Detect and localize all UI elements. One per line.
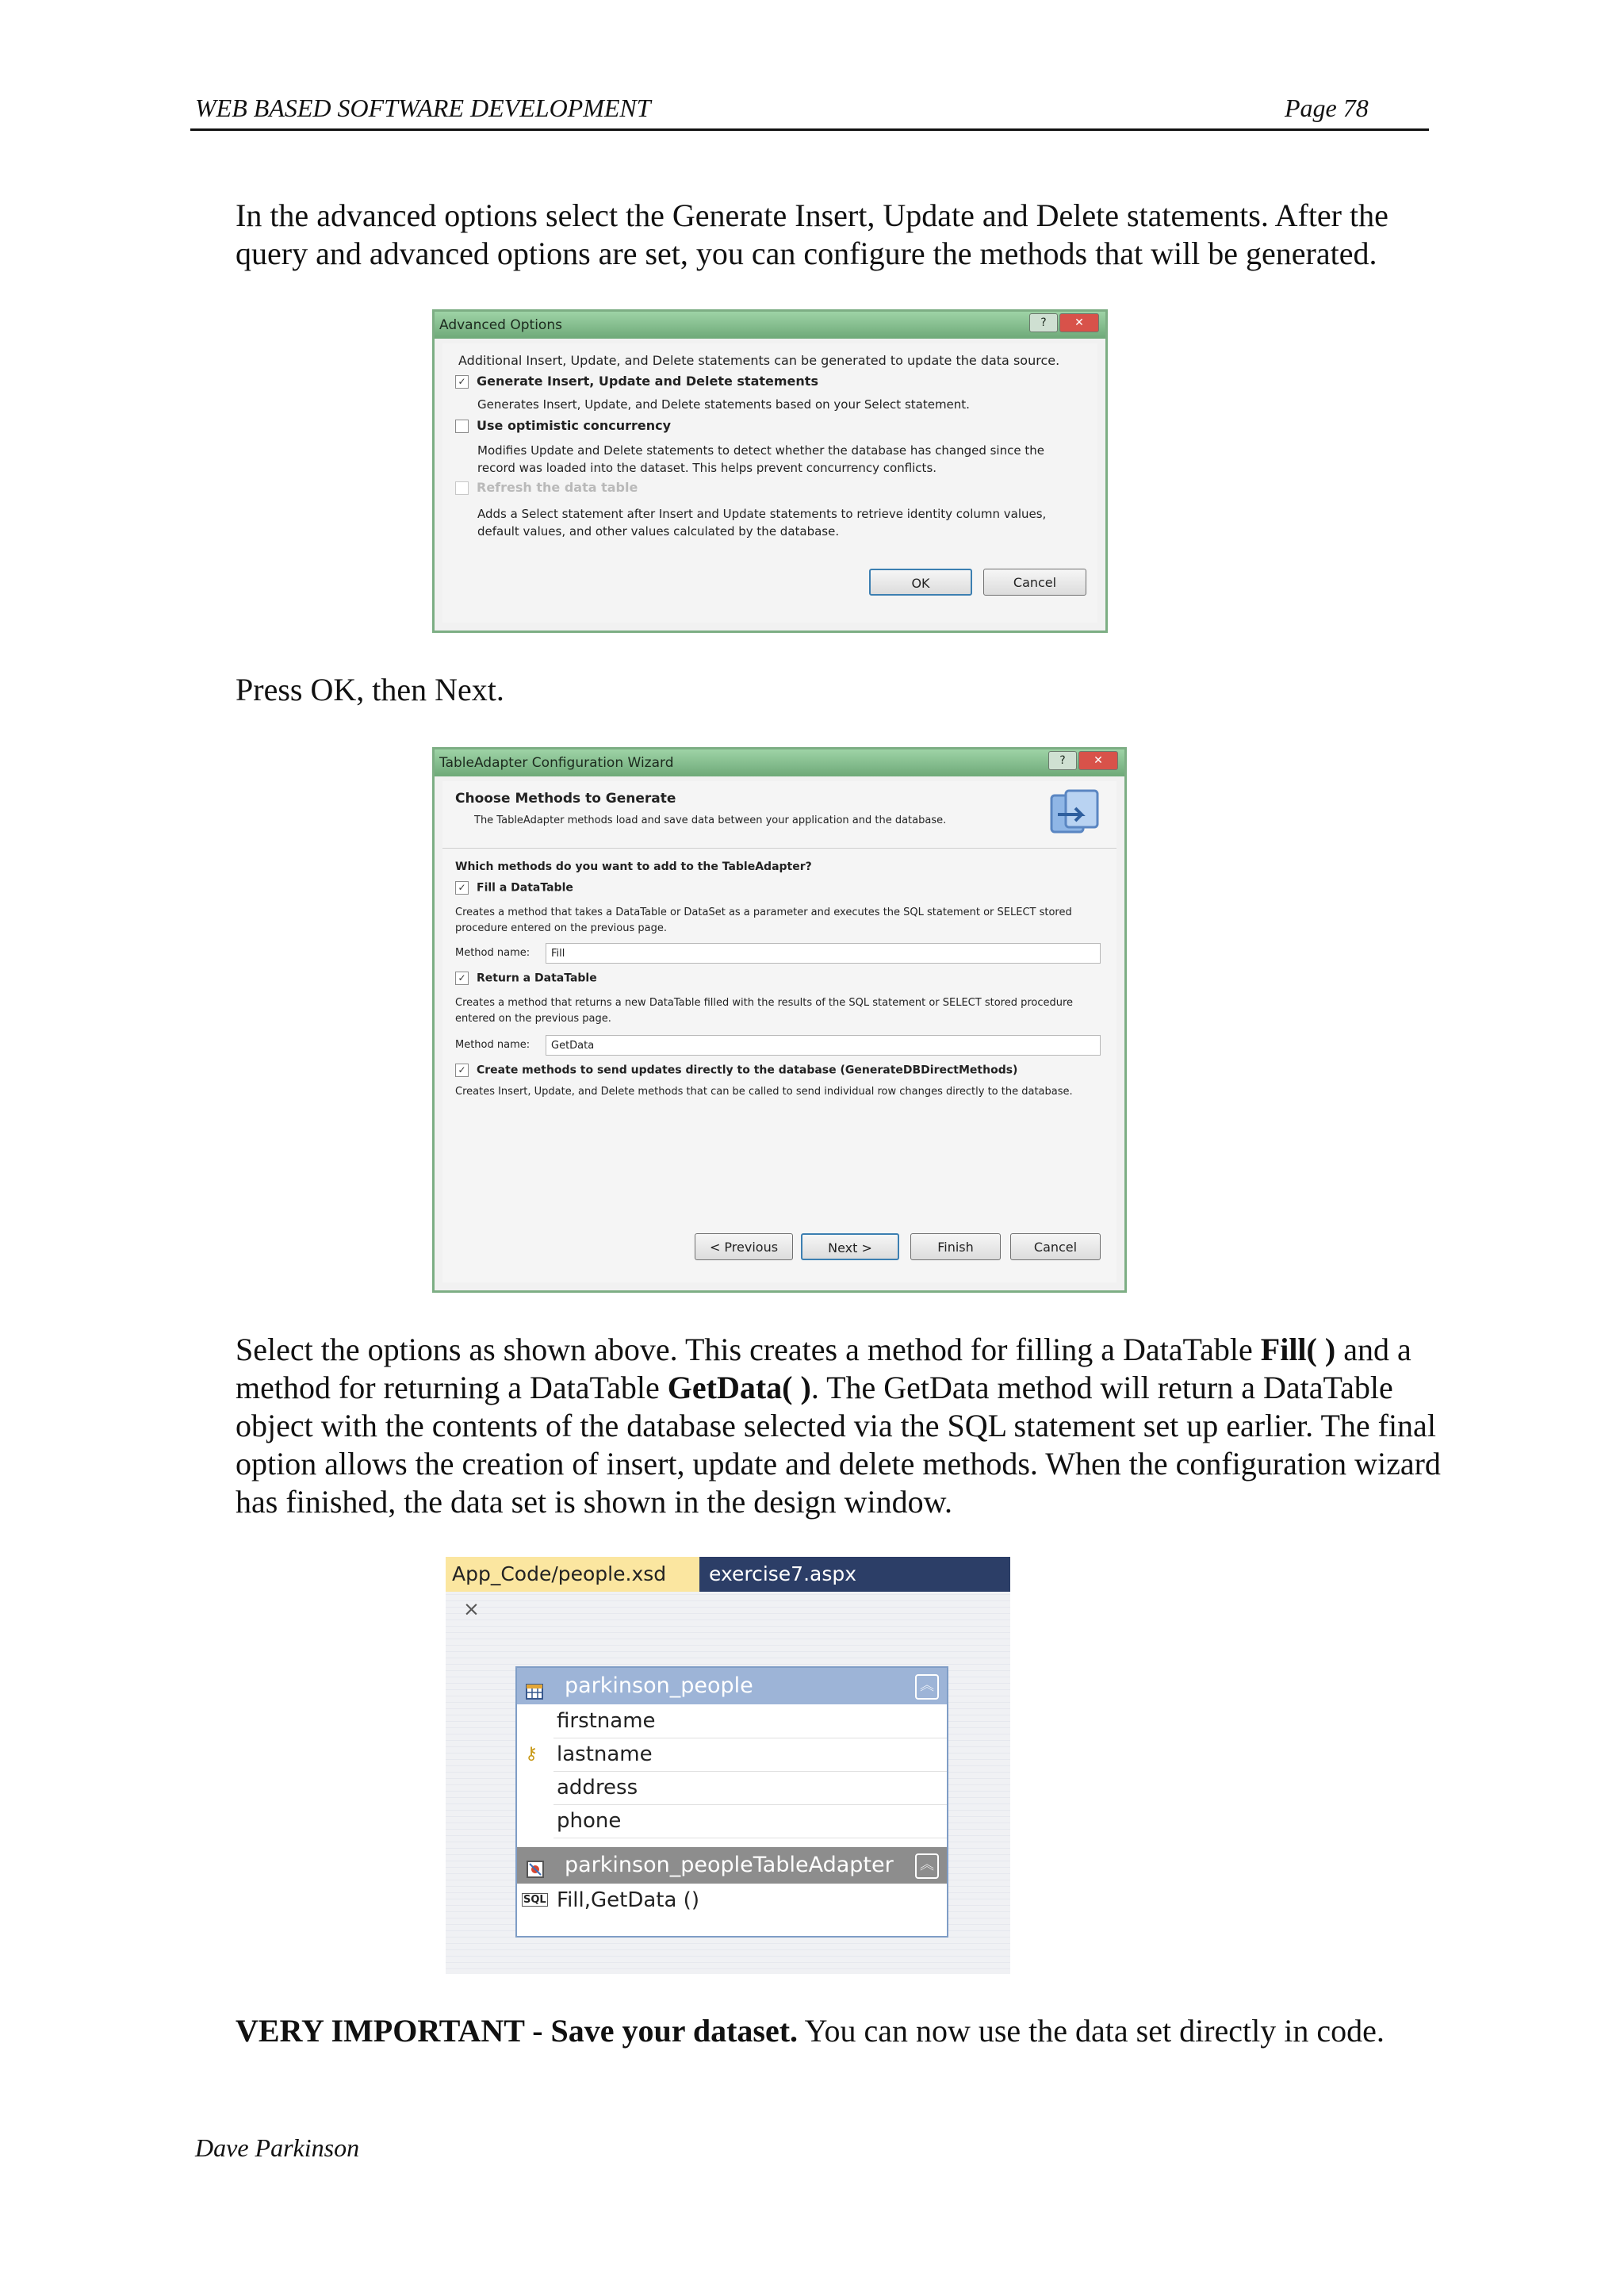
datatable-parkinson-people[interactable] [515, 1666, 948, 1938]
option-generate-statements[interactable]: ✓ Generate Insert, Update and Delete statements [455, 374, 818, 389]
wizard-icon [1047, 788, 1102, 838]
option-optimistic-concurrency[interactable]: Use optimistic concurrency [455, 418, 671, 433]
column-row[interactable]: firstname [553, 1704, 947, 1738]
tab-people-xsd[interactable]: App_Code/people.xsd × [446, 1557, 699, 1592]
option-return-datatable[interactable]: ✓ Return a DataTable [455, 972, 597, 985]
important-note: VERY IMPORTANT - Save your dataset. [236, 2013, 799, 2049]
paragraph-advanced-options: In the advanced options select the Generate Insert, Update and Delete statements. After the query and advanced options are set, you can configure the methods that will be generated. [236, 197, 1388, 271]
option-refresh-table[interactable]: Refresh the data table [455, 480, 638, 495]
return-method-name-input[interactable]: GetData [546, 1035, 1101, 1056]
option-direct-methods[interactable]: ✓ Create methods to send updates directly to the database (GenerateDBDirectMethods) [455, 1064, 1017, 1077]
previous-button[interactable]: < Previous [695, 1233, 793, 1260]
collapse-chevron-icon[interactable]: ︽ [915, 1853, 939, 1879]
tableadapter-header[interactable] [517, 1847, 947, 1884]
fill-method-name-input[interactable]: Fill [546, 943, 1101, 964]
close-tab-icon[interactable]: × [463, 1597, 480, 1620]
tableadapter-icon [525, 1855, 546, 1876]
fill-description: Creates a method that takes a DataTable or DataSet as a parameter and executes the SQL statement or SELECT stored procedure entered on the previous page. [455, 907, 1072, 934]
tableadapter-wizard-dialog [432, 747, 1127, 1293]
return-description: Creates a method that returns a new DataTable filled with the results of the SQL statement or SELECT stored procedure entered on the previous page. [455, 997, 1074, 1025]
option-fill-datatable[interactable]: ✓ Fill a DataTable [455, 881, 573, 895]
primary-key-icon: ⚷ [525, 1744, 538, 1764]
collapse-chevron-icon[interactable]: ︽ [915, 1674, 939, 1700]
wizard-divider [442, 848, 1116, 849]
checkbox-checked[interactable]: ✓ [455, 881, 469, 895]
wizard-title: TableAdapter Configuration Wizard [439, 755, 674, 771]
cancel-button[interactable]: Cancel [1010, 1233, 1101, 1260]
checkbox-checked[interactable]: ✓ [455, 1064, 469, 1077]
close-icon[interactable]: ✕ [1078, 751, 1118, 770]
help-icon[interactable]: ? [1048, 751, 1077, 770]
author-footer: Dave Parkinson [195, 2133, 360, 2162]
close-icon[interactable]: ✕ [1059, 313, 1099, 332]
sql-query-icon: SQL [523, 1894, 546, 1906]
advanced-options-dialog [432, 309, 1108, 633]
option-2-description: Modifies Update and Delete statements to detect whether the database has changed since the record was loaded into the dataset. This helps prevent concurrency conflicts. [477, 443, 1044, 475]
help-icon[interactable]: ? [1029, 313, 1058, 332]
tableadapter-name: parkinson_peopleTableAdapter [565, 1853, 894, 1877]
option-3-description: Adds a Select statement after Insert and Update statements to retrieve identity column values, default values, and other values calculated by the database. [477, 507, 1047, 539]
tableadapter-methods[interactable]: Fill,GetData () [557, 1888, 699, 1912]
checkbox-checked[interactable]: ✓ [455, 972, 469, 985]
wizard-question: Which methods do you want to add to the TableAdapter? [455, 861, 812, 873]
paragraph-save-dataset: VERY IMPORTANT - Save your dataset. You can now use the data set directly in code. [236, 2013, 1385, 2049]
column-row[interactable]: lastname [553, 1738, 947, 1772]
ok-button[interactable]: OK [869, 569, 972, 596]
column-row[interactable]: phone [553, 1804, 947, 1838]
page-number: Page 78 [1285, 94, 1369, 122]
header-rule [190, 128, 1429, 131]
document-tab-bar [446, 1557, 1010, 1620]
return-method-name-label: Method name: [455, 1039, 530, 1051]
direct-description: Creates Insert, Update, and Delete methods that can be called to send individual row changes directly to the database. [455, 1086, 1073, 1098]
finish-button[interactable]: Finish [910, 1233, 1001, 1260]
dataset-designer [446, 1557, 1010, 1974]
datatable-header[interactable] [517, 1668, 947, 1704]
running-header-title: WEB BASED SOFTWARE DEVELOPMENT [195, 94, 651, 122]
dialog-intro: Additional Insert, Update, and Delete statements can be generated to update the data source. [458, 353, 1060, 368]
getdata-method-emphasis: GetData( ) [667, 1370, 811, 1405]
fill-method-emphasis: Fill( ) [1260, 1332, 1336, 1367]
checkbox-unchecked[interactable] [455, 420, 469, 433]
tab-exercise7-aspx[interactable]: exercise7.aspx [709, 1562, 857, 1585]
checkbox-disabled[interactable] [455, 481, 469, 495]
wizard-heading: Choose Methods to Generate [455, 791, 676, 807]
dialog-title-bar [435, 312, 1105, 339]
cancel-button[interactable]: Cancel [983, 569, 1086, 596]
next-button[interactable]: Next > [801, 1233, 899, 1260]
fill-method-name-label: Method name: [455, 947, 530, 959]
paragraph-press-ok: Press OK, then Next. [236, 672, 504, 707]
datatable-icon [525, 1676, 544, 1696]
column-row[interactable]: address [553, 1771, 947, 1805]
wizard-subheading: The TableAdapter methods load and save data between your application and the database. [474, 815, 947, 826]
datatable-name: parkinson_people [565, 1673, 753, 1698]
dialog-title: Advanced Options [439, 317, 562, 333]
wizard-title-bar [435, 749, 1124, 776]
checkbox-checked[interactable]: ✓ [455, 375, 469, 389]
paragraph-methods-explained: Select the options as shown above. This creates a method for filling a DataTable Fill( ) and a method for returning a DataTable GetData( ). The GetData method will return a DataTable object with the contents of the database selected via the SQL statement set up earlier. The final option allows the creation of insert, update and delete methods. When the configuration wizard has finished, the data set is shown in the design window. [236, 1332, 1441, 1520]
option-1-description: Generates Insert, Update, and Delete statements based on your Select statement. [477, 397, 970, 412]
